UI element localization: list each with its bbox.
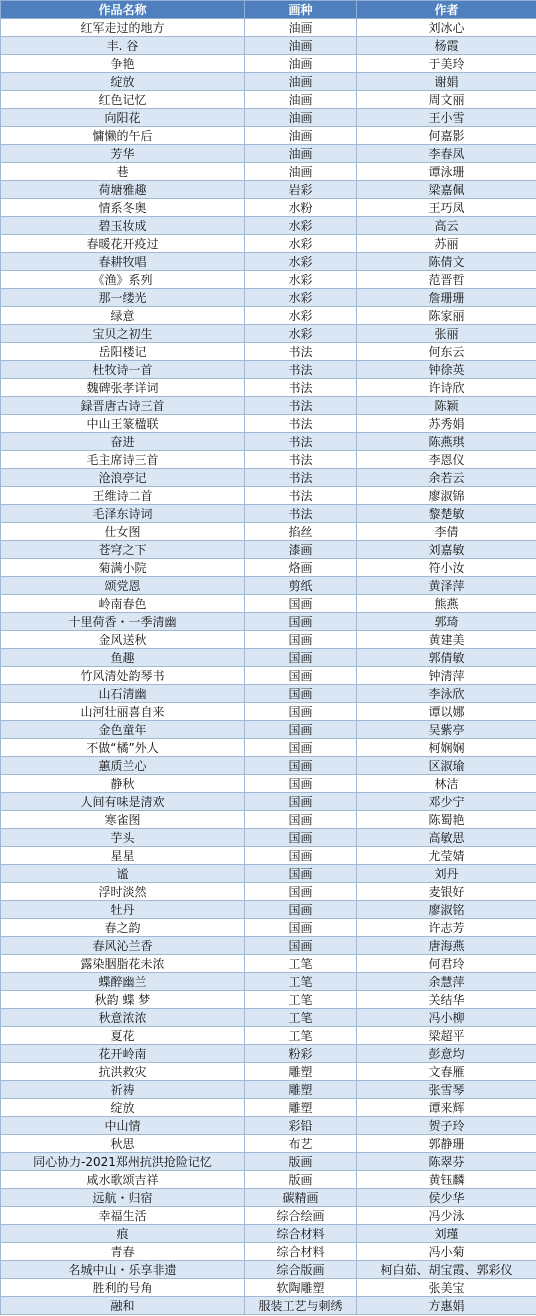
- table-row: [1, 397, 536, 415]
- cell-author: 关结华: [357, 991, 536, 1009]
- cell-author: 张丽: [357, 325, 536, 343]
- table-row: [1, 1225, 536, 1243]
- cell-title: 人间有味是清欢: [1, 793, 245, 811]
- cell-author: 黎楚敏: [357, 505, 536, 523]
- header-author: 作者: [357, 1, 536, 19]
- cell-medium: 油画: [245, 55, 357, 73]
- table-row: [1, 865, 536, 883]
- cell-title: 秋思: [1, 1135, 245, 1153]
- cell-title: 幸福生活: [1, 1207, 245, 1225]
- table-row: [1, 37, 536, 55]
- cell-title: 绽放: [1, 73, 245, 91]
- cell-title: 颂党恩: [1, 577, 245, 595]
- cell-medium: 雕塑: [245, 1063, 357, 1081]
- cell-medium: 工笔: [245, 1009, 357, 1027]
- cell-author: 贺子玲: [357, 1117, 536, 1135]
- table-row: [1, 361, 536, 379]
- cell-title: 竹风清处韵琴书: [1, 667, 245, 685]
- cell-medium: 油画: [245, 163, 357, 181]
- cell-title: 花开岭南: [1, 1045, 245, 1063]
- cell-author: 吴紫亭: [357, 721, 536, 739]
- cell-author: 郭静珊: [357, 1135, 536, 1153]
- table-row: [1, 1081, 536, 1099]
- table-row: [1, 1243, 536, 1261]
- cell-title: 胜利的号角: [1, 1279, 245, 1297]
- cell-title: 争艳: [1, 55, 245, 73]
- cell-medium: 国画: [245, 937, 357, 955]
- cell-title: 杜牧诗一首: [1, 361, 245, 379]
- cell-medium: 国画: [245, 595, 357, 613]
- cell-author: 苏秀娟: [357, 415, 536, 433]
- table-row: [1, 613, 536, 631]
- cell-title: 牡丹: [1, 901, 245, 919]
- cell-medium: 国画: [245, 793, 357, 811]
- table-row: [1, 1099, 536, 1117]
- cell-author: 侯少华: [357, 1189, 536, 1207]
- cell-author: 熊燕: [357, 595, 536, 613]
- cell-author: 刘嘉敏: [357, 541, 536, 559]
- table-row: [1, 991, 536, 1009]
- cell-title: 毛主席诗三首: [1, 451, 245, 469]
- cell-medium: 油画: [245, 19, 357, 37]
- cell-medium: 书法: [245, 397, 357, 415]
- table-row: [1, 793, 536, 811]
- header-title: 作品名称: [1, 1, 245, 19]
- cell-medium: 水彩: [245, 235, 357, 253]
- cell-title: 録晋唐古诗三首: [1, 397, 245, 415]
- cell-medium: 工笔: [245, 973, 357, 991]
- table-row: [1, 181, 536, 199]
- cell-medium: 国画: [245, 865, 357, 883]
- cell-title: 融和: [1, 1297, 245, 1315]
- cell-title: 春风沁兰香: [1, 937, 245, 955]
- table-row: [1, 955, 536, 973]
- cell-author: 陈翠芬: [357, 1153, 536, 1171]
- cell-author: 许诗欣: [357, 379, 536, 397]
- cell-medium: 水彩: [245, 325, 357, 343]
- cell-title: 十里荷香・一季清幽: [1, 613, 245, 631]
- cell-medium: 烙画: [245, 559, 357, 577]
- cell-title: 浮时淡然: [1, 883, 245, 901]
- cell-title: 绽放: [1, 1099, 245, 1117]
- table-row: [1, 145, 536, 163]
- cell-medium: 国画: [245, 667, 357, 685]
- cell-medium: 综合材料: [245, 1225, 357, 1243]
- table-row: [1, 451, 536, 469]
- cell-medium: 水彩: [245, 253, 357, 271]
- cell-author: 梁嘉佩: [357, 181, 536, 199]
- table-row: [1, 1063, 536, 1081]
- cell-medium: 书法: [245, 487, 357, 505]
- table-row: [1, 325, 536, 343]
- table-row: [1, 973, 536, 991]
- cell-author: 刘瑾: [357, 1225, 536, 1243]
- header-medium: 画种: [245, 1, 357, 19]
- cell-author: 柯白茹、胡宝霞、郭彩仪: [357, 1261, 536, 1279]
- cell-medium: 国画: [245, 613, 357, 631]
- table-row: [1, 595, 536, 613]
- cell-title: 沧浪亭记: [1, 469, 245, 487]
- cell-title: 名城中山・乐享非遗: [1, 1261, 245, 1279]
- cell-title: 芳华: [1, 145, 245, 163]
- cell-author: 陈燕琪: [357, 433, 536, 451]
- cell-title: 向阳花: [1, 109, 245, 127]
- cell-author: 黄泽萍: [357, 577, 536, 595]
- cell-author: 张雪琴: [357, 1081, 536, 1099]
- cell-author: 陈蜀艳: [357, 811, 536, 829]
- cell-title: 静秋: [1, 775, 245, 793]
- cell-title: 芋头: [1, 829, 245, 847]
- cell-medium: 水彩: [245, 217, 357, 235]
- cell-medium: 漆画: [245, 541, 357, 559]
- cell-medium: 水彩: [245, 307, 357, 325]
- cell-title: 露染胭脂花未浓: [1, 955, 245, 973]
- cell-author: 方惠娟: [357, 1297, 536, 1315]
- cell-title: 岳阳楼记: [1, 343, 245, 361]
- cell-medium: 书法: [245, 361, 357, 379]
- cell-title: 金风送秋: [1, 631, 245, 649]
- cell-author: 冯少泳: [357, 1207, 536, 1225]
- cell-medium: 综合版画: [245, 1261, 357, 1279]
- cell-medium: 岩彩: [245, 181, 357, 199]
- cell-medium: 工笔: [245, 1027, 357, 1045]
- cell-title: 山石清幽: [1, 685, 245, 703]
- cell-medium: 国画: [245, 649, 357, 667]
- cell-author: 詹珊珊: [357, 289, 536, 307]
- cell-author: 李倩: [357, 523, 536, 541]
- cell-author: 高云: [357, 217, 536, 235]
- table-row: [1, 649, 536, 667]
- cell-author: 彭意均: [357, 1045, 536, 1063]
- table-row: [1, 901, 536, 919]
- cell-medium: 书法: [245, 379, 357, 397]
- cell-title: 春耕牧唱: [1, 253, 245, 271]
- cell-author: 廖淑铭: [357, 901, 536, 919]
- cell-medium: 油画: [245, 37, 357, 55]
- cell-medium: 软陶雕塑: [245, 1279, 357, 1297]
- table-row: [1, 523, 536, 541]
- cell-author: 范晋哲: [357, 271, 536, 289]
- table-row: [1, 163, 536, 181]
- table-row: [1, 343, 536, 361]
- cell-title: 春之韵: [1, 919, 245, 937]
- cell-author: 李泳欣: [357, 685, 536, 703]
- table-row: [1, 811, 536, 829]
- table-row: [1, 1117, 536, 1135]
- cell-title: 蕙质兰心: [1, 757, 245, 775]
- cell-title: 远航・归宿: [1, 1189, 245, 1207]
- cell-author: 何君玲: [357, 955, 536, 973]
- cell-author: 冯小菊: [357, 1243, 536, 1261]
- cell-author: 文春雁: [357, 1063, 536, 1081]
- table-row: [1, 109, 536, 127]
- cell-author: 林洁: [357, 775, 536, 793]
- cell-medium: 综合绘画: [245, 1207, 357, 1225]
- cell-title: 抗洪救灾: [1, 1063, 245, 1081]
- cell-medium: 书法: [245, 433, 357, 451]
- cell-title: 秋意浓浓: [1, 1009, 245, 1027]
- cell-title: 宝贝之初生: [1, 325, 245, 343]
- table-row: [1, 505, 536, 523]
- table-row: [1, 1207, 536, 1225]
- table-row: [1, 883, 536, 901]
- cell-author: 谭泳珊: [357, 163, 536, 181]
- cell-medium: 雕塑: [245, 1081, 357, 1099]
- cell-medium: 书法: [245, 469, 357, 487]
- cell-title: 王维诗二首: [1, 487, 245, 505]
- cell-medium: 碳精画: [245, 1189, 357, 1207]
- table-row: [1, 1045, 536, 1063]
- cell-title: 山河壮丽喜自来: [1, 703, 245, 721]
- cell-title: 星星: [1, 847, 245, 865]
- cell-title: 青春: [1, 1243, 245, 1261]
- cell-medium: 书法: [245, 505, 357, 523]
- cell-medium: 粉彩: [245, 1045, 357, 1063]
- table-row: [1, 1279, 536, 1297]
- cell-medium: 国画: [245, 685, 357, 703]
- cell-title: 谧: [1, 865, 245, 883]
- cell-medium: 工笔: [245, 991, 357, 1009]
- cell-medium: 剪纸: [245, 577, 357, 595]
- cell-author: 刘冰心: [357, 19, 536, 37]
- table-row: [1, 1261, 536, 1279]
- cell-author: 麦银好: [357, 883, 536, 901]
- cell-title: 《渔》系列: [1, 271, 245, 289]
- cell-author: 谭来辉: [357, 1099, 536, 1117]
- table-row: [1, 667, 536, 685]
- cell-author: 陈颖: [357, 397, 536, 415]
- cell-author: 杨霞: [357, 37, 536, 55]
- table-row: [1, 1189, 536, 1207]
- cell-medium: 国画: [245, 811, 357, 829]
- cell-medium: 水粉: [245, 199, 357, 217]
- table-row: [1, 19, 536, 37]
- cell-title: 春暖花开疫过: [1, 235, 245, 253]
- cell-title: 寒雀图: [1, 811, 245, 829]
- cell-medium: 水彩: [245, 271, 357, 289]
- table-row: [1, 757, 536, 775]
- cell-author: 陈家丽: [357, 307, 536, 325]
- table-row: [1, 415, 536, 433]
- table-row: [1, 1153, 536, 1171]
- cell-author: 黄建美: [357, 631, 536, 649]
- table-row: [1, 379, 536, 397]
- cell-medium: 水彩: [245, 289, 357, 307]
- cell-author: 王巧凤: [357, 199, 536, 217]
- cell-author: 郭琦: [357, 613, 536, 631]
- cell-medium: 国画: [245, 631, 357, 649]
- cell-medium: 雕塑: [245, 1099, 357, 1117]
- table-row: [1, 685, 536, 703]
- cell-author: 余慧萍: [357, 973, 536, 991]
- table-row: [1, 253, 536, 271]
- cell-medium: 国画: [245, 703, 357, 721]
- cell-author: 梁超平: [357, 1027, 536, 1045]
- table-row: [1, 73, 536, 91]
- cell-author: 谢娟: [357, 73, 536, 91]
- cell-medium: 油画: [245, 73, 357, 91]
- cell-author: 陈倩文: [357, 253, 536, 271]
- cell-author: 廖淑锦: [357, 487, 536, 505]
- cell-title: 中山王篆楹联: [1, 415, 245, 433]
- table-row: [1, 433, 536, 451]
- cell-medium: 国画: [245, 775, 357, 793]
- cell-title: 红色记忆: [1, 91, 245, 109]
- cell-author: 钟徐英: [357, 361, 536, 379]
- cell-title: 奋进: [1, 433, 245, 451]
- cell-medium: 油画: [245, 109, 357, 127]
- cell-title: 祈祷: [1, 1081, 245, 1099]
- cell-title: 夏花: [1, 1027, 245, 1045]
- cell-title: 蝶醉幽兰: [1, 973, 245, 991]
- cell-author: 谭以娜: [357, 703, 536, 721]
- table-row: [1, 307, 536, 325]
- cell-medium: 国画: [245, 847, 357, 865]
- cell-medium: 版画: [245, 1153, 357, 1171]
- cell-medium: 国画: [245, 739, 357, 757]
- cell-title: 菊满小院: [1, 559, 245, 577]
- cell-author: 余若云: [357, 469, 536, 487]
- table-row: [1, 271, 536, 289]
- table-row: [1, 1027, 536, 1045]
- cell-title: 那一缕光: [1, 289, 245, 307]
- table-row: [1, 55, 536, 73]
- cell-author: 何东云: [357, 343, 536, 361]
- table-row: [1, 559, 536, 577]
- cell-author: 高敏思: [357, 829, 536, 847]
- cell-author: 李恩仪: [357, 451, 536, 469]
- cell-author: 许志芳: [357, 919, 536, 937]
- cell-title: 秋韵 蝶 梦: [1, 991, 245, 1009]
- table-row: [1, 919, 536, 937]
- cell-title: 慵懒的午后: [1, 127, 245, 145]
- table-row: [1, 289, 536, 307]
- cell-author: 苏丽: [357, 235, 536, 253]
- cell-title: 红军走过的地方: [1, 19, 245, 37]
- cell-title: 巷: [1, 163, 245, 181]
- table-row: [1, 937, 536, 955]
- table-row: [1, 127, 536, 145]
- cell-title: 绿意: [1, 307, 245, 325]
- table-row: [1, 541, 536, 559]
- cell-author: 尤莹婧: [357, 847, 536, 865]
- cell-title: 同心协力-2021郑州抗洪抢险记忆: [1, 1153, 245, 1171]
- cell-author: 张美宝: [357, 1279, 536, 1297]
- table-row: [1, 235, 536, 253]
- cell-medium: 国画: [245, 829, 357, 847]
- cell-medium: 油画: [245, 145, 357, 163]
- cell-author: 黄钰麟: [357, 1171, 536, 1189]
- table-row: [1, 1171, 536, 1189]
- cell-medium: 油画: [245, 91, 357, 109]
- cell-author: 于美玲: [357, 55, 536, 73]
- cell-title: 毛泽东诗词: [1, 505, 245, 523]
- table-row: [1, 775, 536, 793]
- cell-author: 区淑瑜: [357, 757, 536, 775]
- table-row: [1, 1135, 536, 1153]
- cell-title: 痕: [1, 1225, 245, 1243]
- cell-title: 金色童年: [1, 721, 245, 739]
- table-row: [1, 847, 536, 865]
- cell-author: 郭倩敏: [357, 649, 536, 667]
- cell-title: 咸水歌颂吉祥: [1, 1171, 245, 1189]
- table-row: [1, 721, 536, 739]
- table-row: [1, 91, 536, 109]
- cell-title: 鱼趣: [1, 649, 245, 667]
- cell-author: 柯娴娴: [357, 739, 536, 757]
- cell-medium: 书法: [245, 343, 357, 361]
- cell-title: 情系冬奥: [1, 199, 245, 217]
- cell-medium: 工笔: [245, 955, 357, 973]
- table-row: [1, 829, 536, 847]
- cell-author: 何嘉影: [357, 127, 536, 145]
- cell-author: 符小汝: [357, 559, 536, 577]
- cell-medium: 综合材料: [245, 1243, 357, 1261]
- cell-medium: 油画: [245, 127, 357, 145]
- cell-author: 邓少宁: [357, 793, 536, 811]
- cell-medium: 国画: [245, 919, 357, 937]
- cell-title: 丰. 谷: [1, 37, 245, 55]
- cell-title: 岭南春色: [1, 595, 245, 613]
- cell-title: 仕女图: [1, 523, 245, 541]
- table-row: [1, 1009, 536, 1027]
- table-row: [1, 487, 536, 505]
- table-row: [1, 577, 536, 595]
- cell-medium: 书法: [245, 415, 357, 433]
- header-row: [1, 1, 536, 19]
- table-row: [1, 469, 536, 487]
- cell-author: 冯小柳: [357, 1009, 536, 1027]
- cell-author: 王小雪: [357, 109, 536, 127]
- cell-author: 唐海燕: [357, 937, 536, 955]
- table-row: [1, 703, 536, 721]
- table-row: [1, 199, 536, 217]
- cell-author: 钟清萍: [357, 667, 536, 685]
- cell-title: 苍穹之下: [1, 541, 245, 559]
- cell-medium: 国画: [245, 901, 357, 919]
- cell-title: 中山情: [1, 1117, 245, 1135]
- cell-medium: 国画: [245, 757, 357, 775]
- cell-medium: 掐丝: [245, 523, 357, 541]
- cell-author: 李春凤: [357, 145, 536, 163]
- cell-medium: 服装工艺与刺绣: [245, 1297, 357, 1315]
- table-row: [1, 739, 536, 757]
- cell-medium: 国画: [245, 721, 357, 739]
- cell-medium: 书法: [245, 451, 357, 469]
- cell-medium: 彩铅: [245, 1117, 357, 1135]
- cell-medium: 版画: [245, 1171, 357, 1189]
- cell-author: 周文丽: [357, 91, 536, 109]
- cell-title: 不做“橘”外人: [1, 739, 245, 757]
- table-row: [1, 1297, 536, 1315]
- cell-medium: 国画: [245, 883, 357, 901]
- table-row: [1, 631, 536, 649]
- cell-title: 荷塘雅趣: [1, 181, 245, 199]
- table-row: [1, 217, 536, 235]
- cell-medium: 布艺: [245, 1135, 357, 1153]
- cell-title: 碧玉妆成: [1, 217, 245, 235]
- cell-title: 魏碑张孝详词: [1, 379, 245, 397]
- cell-author: 刘丹: [357, 865, 536, 883]
